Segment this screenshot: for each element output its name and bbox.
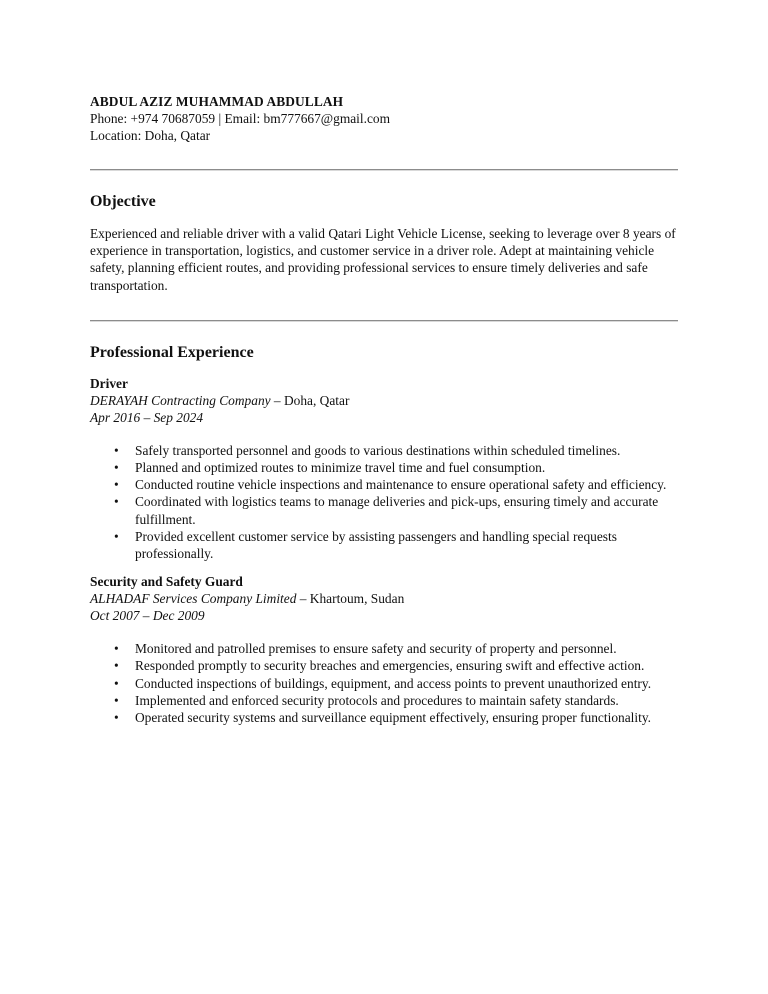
separator: – (296, 591, 310, 607)
job-company-line (90, 392, 680, 409)
duty-text: Conducted routine vehicle inspections and maintenance to ensure operational safety and efficiency. (135, 477, 667, 493)
company-name: ALHADAF Services Company Limited (90, 591, 297, 607)
experience-section (90, 343, 680, 726)
objective-text: Experienced and reliable driver with a valid Qatari Light Vehicle License, seeking to leverage over 8 years of experience in transportation, logistics, and customer service in a driver role. Adept at maintaining vehicle safety, planning efficient routes, and providing professional services to ensure timely deliveries and safe transportation. (90, 226, 676, 293)
bullet-icon: • (114, 528, 119, 544)
bullet-icon: • (114, 658, 119, 674)
list-item (90, 675, 680, 692)
objective-heading: Objective (90, 193, 156, 210)
list-item (90, 528, 680, 562)
bullet-icon: • (114, 494, 119, 510)
job-location: Khartoum, Sudan (309, 591, 405, 607)
company-name: DERAYAH Contracting Company (90, 392, 271, 408)
location-info: Location: Doha, Qatar (90, 128, 211, 143)
job-title: Driver (90, 375, 128, 391)
objective-section (90, 192, 680, 294)
bullet-icon: • (114, 442, 119, 458)
section-divider (90, 169, 678, 171)
separator: – (270, 392, 284, 408)
section-divider (90, 320, 678, 322)
resume-page (90, 94, 680, 726)
job-dates: Oct 2007 – Dec 2009 (90, 608, 205, 624)
bullet-icon: • (114, 675, 119, 691)
list-item (90, 442, 680, 459)
bullet-icon: • (114, 641, 119, 657)
duty-text: Provided excellent customer service by assisting passengers and handling special requests professionally. (135, 528, 617, 562)
list-item (90, 459, 680, 476)
resume-header (90, 94, 680, 144)
duty-text: Monitored and patrolled premises to ensure safety and security of property and personnel. (135, 641, 617, 657)
bullet-icon: • (114, 477, 119, 493)
duty-text: Conducted inspections of buildings, equipment, and access points to prevent unauthorized entry. (135, 675, 652, 691)
bullet-icon: • (114, 460, 119, 476)
experience-heading: Professional Experience (90, 343, 254, 361)
duty-text: Planned and optimized routes to minimize travel time and fuel consumption. (135, 460, 546, 476)
job-title: Security and Safety Guard (90, 574, 243, 590)
bullet-icon: • (114, 692, 119, 708)
duty-text: Operated security systems and surveillance equipment effectively, ensuring proper functionality. (135, 710, 651, 726)
job-duties-list (90, 640, 680, 726)
duty-text: Coordinated with logistics teams to manage deliveries and pick-ups, ensuring timely and accurate fulfillment. (135, 494, 659, 527)
job-entry (90, 573, 680, 726)
job-company-line (90, 590, 680, 607)
list-item (90, 657, 680, 674)
job-location: Doha, Qatar (283, 392, 350, 408)
job-entry (90, 375, 680, 562)
duty-text: Safely transported personnel and goods to various destinations within scheduled timelines. (135, 442, 621, 458)
list-item (90, 476, 680, 493)
list-item (90, 640, 680, 657)
job-dates: Apr 2016 – Sep 2024 (90, 409, 204, 425)
duty-text: Implemented and enforced security protocols and procedures to maintain safety standards. (135, 692, 619, 708)
bullet-icon: • (114, 710, 119, 726)
job-duties-list (90, 442, 680, 562)
duty-text: Responded promptly to security breaches and emergencies, ensuring swift and effective action. (135, 658, 645, 674)
candidate-name: ABDUL AZIZ MUHAMMAD ABDULLAH (90, 94, 344, 109)
list-item (90, 709, 680, 726)
list-item (90, 493, 680, 527)
list-item (90, 692, 680, 709)
contact-info: Phone: +974 70687059 | Email: bm777667@gmail.com (90, 111, 391, 126)
